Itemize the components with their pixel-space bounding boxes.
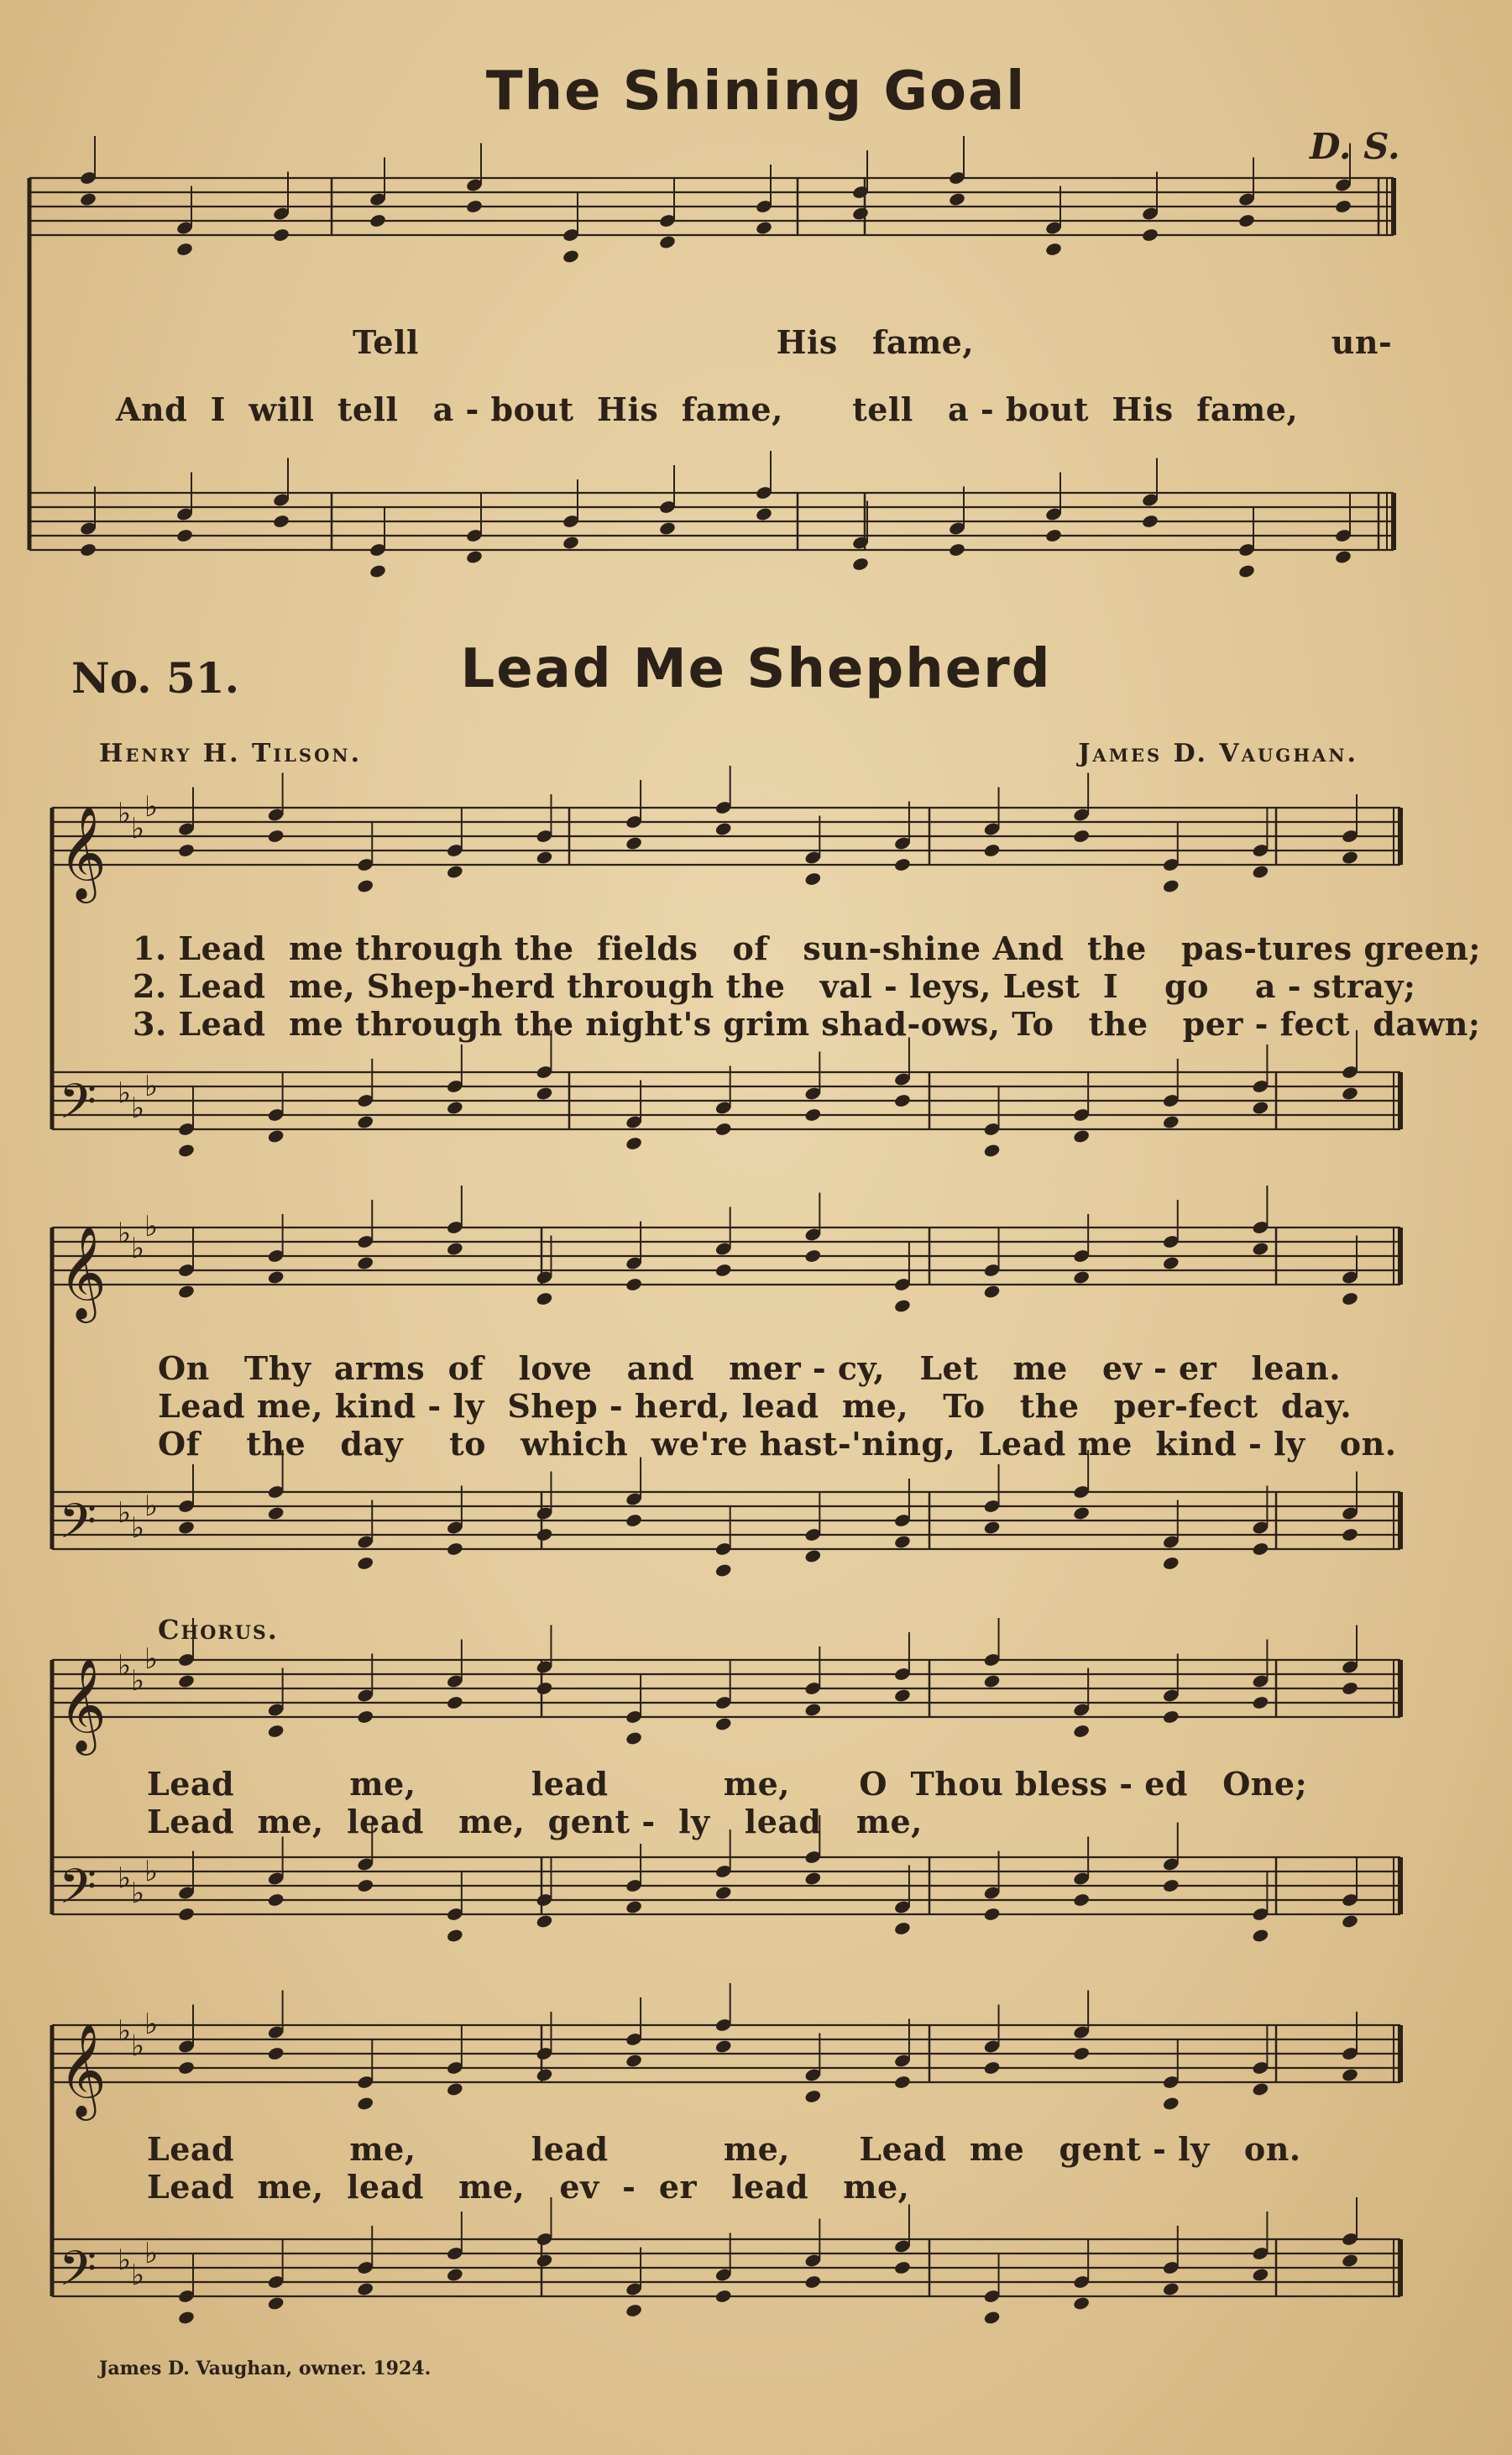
ds-marker: D. S. xyxy=(1310,126,1400,167)
chorus-line-1-upper: Lead me, lead me, O Thou bless - ed One; xyxy=(147,1765,1308,1803)
verse-2-line-2: Lead me, kind - ly Shep - herd, lead me, To the per-fect day. xyxy=(158,1387,1352,1425)
notehead xyxy=(446,1241,463,1256)
notehead xyxy=(562,535,579,550)
flat-sign: ♭ xyxy=(131,1664,145,1698)
notehead xyxy=(1072,1724,1090,1739)
notehead xyxy=(446,1928,463,1943)
notehead xyxy=(893,1534,911,1549)
notehead xyxy=(177,2060,195,2075)
bass-clef: 𝄢 xyxy=(59,1073,97,1142)
verse-1-line-1: 1. Lead me through the fields of sun-shine And the pas-tures green; xyxy=(133,929,1481,967)
hymn-title: Lead Me Shepherd xyxy=(460,638,1052,700)
flat-sign: ♭ xyxy=(118,1861,132,1895)
notehead xyxy=(1162,1255,1180,1270)
notehead xyxy=(804,1548,822,1563)
notehead xyxy=(536,850,553,865)
flat-sign: ♭ xyxy=(144,1642,159,1676)
notehead xyxy=(1141,514,1159,529)
notehead xyxy=(536,2067,553,2082)
chorus-label: Chorus. xyxy=(158,1614,279,1646)
composer-credit: James D. Vaughan. xyxy=(1078,739,1358,768)
notehead xyxy=(536,1913,553,1929)
notehead xyxy=(1252,1928,1269,1943)
notehead xyxy=(562,249,579,264)
bass-clef: 𝄢 xyxy=(59,2240,97,2309)
notehead xyxy=(658,521,676,536)
notehead xyxy=(714,1716,732,1731)
notehead xyxy=(272,514,290,529)
notehead xyxy=(1341,1527,1358,1542)
notehead xyxy=(177,1520,195,1535)
notehead xyxy=(357,2096,374,2111)
notehead xyxy=(1072,1505,1090,1521)
notehead xyxy=(1252,1241,1269,1256)
notehead xyxy=(983,843,1001,858)
notehead xyxy=(267,1128,285,1144)
flat-sign: ♭ xyxy=(144,2237,159,2270)
notehead xyxy=(536,1681,553,1696)
notehead xyxy=(893,2075,911,2090)
notehead xyxy=(267,1269,285,1285)
notehead xyxy=(1334,549,1352,564)
flat-sign: ♭ xyxy=(131,1511,145,1545)
notehead xyxy=(1044,528,1062,543)
notehead xyxy=(804,872,822,887)
notehead xyxy=(79,542,97,557)
notehead xyxy=(893,1298,911,1313)
notehead xyxy=(714,1122,732,1137)
notehead xyxy=(1162,1709,1180,1725)
notehead xyxy=(536,1291,553,1306)
notehead xyxy=(1341,1913,1358,1929)
notehead xyxy=(1072,1269,1090,1285)
treble-clef: 𝄞 xyxy=(59,805,107,899)
notehead xyxy=(625,1899,642,1914)
notehead xyxy=(714,2289,732,2304)
notehead xyxy=(1341,1291,1358,1306)
notehead xyxy=(625,835,642,851)
notehead xyxy=(465,549,483,564)
previous-hymn-lyric-line-2: And I will tell a - bout His fame, tell a - bout His fame, xyxy=(116,390,1299,428)
notehead xyxy=(983,1284,1001,1299)
notehead xyxy=(1341,2253,1358,2268)
flat-sign: ♭ xyxy=(144,1070,159,1103)
notehead xyxy=(177,843,195,858)
notehead xyxy=(1072,1128,1090,1144)
notehead xyxy=(1162,878,1180,893)
notehead xyxy=(1252,2267,1269,2282)
notehead xyxy=(714,1885,732,1900)
verse-2-line-1: 2. Lead me, Shep-herd through the val - leys, Lest I go a - stray; xyxy=(133,967,1416,1005)
flat-sign: ♭ xyxy=(131,1232,145,1265)
flat-sign: ♭ xyxy=(118,2243,132,2277)
notehead xyxy=(804,1871,822,1886)
notehead xyxy=(893,1688,911,1703)
notehead xyxy=(851,206,869,221)
previous-hymn-lyric-line-1: Tell His fame, un- xyxy=(353,323,1393,361)
notehead xyxy=(272,228,290,243)
notehead xyxy=(893,2260,911,2275)
verse-3-line-1: 3. Lead me through the night's grim shad-ows, To the per - fect dawn; xyxy=(133,1005,1481,1043)
notehead xyxy=(357,1556,374,1571)
notehead xyxy=(369,213,386,228)
notehead xyxy=(1252,1695,1269,1710)
flat-sign: ♭ xyxy=(131,2029,145,2063)
notehead xyxy=(804,1702,822,1717)
notehead xyxy=(804,2274,822,2290)
notehead xyxy=(983,1143,1001,1158)
notehead xyxy=(893,1093,911,1108)
notehead xyxy=(983,1673,1001,1688)
notehead xyxy=(536,2253,553,2268)
notehead xyxy=(1162,1556,1180,1571)
flat-sign: ♭ xyxy=(118,2014,132,2048)
flat-sign: ♭ xyxy=(144,1210,159,1243)
flat-sign: ♭ xyxy=(131,1877,145,1910)
notehead xyxy=(267,1505,285,1521)
notehead xyxy=(357,878,374,893)
chorus-line-1-lower: Lead me, lead me, gent - ly lead me, xyxy=(147,1803,923,1840)
flat-sign: ♭ xyxy=(131,2259,145,2292)
notehead xyxy=(446,1100,463,1115)
notehead xyxy=(1162,2096,1180,2111)
notehead xyxy=(1341,2067,1358,2082)
lyricist-credit: Henry H. Tilson. xyxy=(99,739,363,768)
notehead xyxy=(983,2310,1001,2325)
notehead xyxy=(625,2053,642,2068)
notehead xyxy=(1237,563,1255,578)
notehead xyxy=(1162,1114,1180,1129)
notehead xyxy=(267,1724,285,1739)
notehead xyxy=(804,1107,822,1123)
notehead xyxy=(446,864,463,879)
flat-sign: ♭ xyxy=(131,812,145,845)
notehead xyxy=(804,2089,822,2104)
notehead xyxy=(369,563,386,578)
notehead xyxy=(893,857,911,872)
notehead xyxy=(714,1563,732,1578)
notehead xyxy=(177,1143,195,1158)
notehead xyxy=(851,557,869,572)
notehead xyxy=(446,1542,463,1557)
notehead xyxy=(625,2303,642,2318)
notehead xyxy=(625,1730,642,1746)
chorus-line-2-lower: Lead me, lead me, ev - er lead me, xyxy=(147,2168,910,2206)
chorus-line-2-upper: Lead me, lead me, Lead me gent - ly on. xyxy=(147,2130,1301,2168)
notehead xyxy=(1252,2081,1269,2096)
notehead xyxy=(1072,1892,1090,1908)
notehead xyxy=(357,2281,374,2296)
notehead xyxy=(1334,199,1352,214)
notehead xyxy=(625,1513,642,1528)
notehead xyxy=(714,1263,732,1278)
notehead xyxy=(357,1709,374,1725)
notehead xyxy=(1341,1681,1358,1696)
notehead xyxy=(948,191,965,207)
notehead xyxy=(175,528,193,543)
notehead xyxy=(446,2267,463,2282)
hymn-number: No. 51. xyxy=(71,653,239,703)
flat-sign: ♭ xyxy=(118,1496,132,1530)
notehead xyxy=(1252,864,1269,879)
notehead xyxy=(357,1878,374,1893)
notehead xyxy=(804,1248,822,1264)
notehead xyxy=(357,1114,374,1129)
flat-sign: ♭ xyxy=(144,2007,159,2041)
notehead xyxy=(625,1136,642,1151)
bass-clef: 𝄢 xyxy=(59,1858,97,1927)
notehead xyxy=(1162,2281,1180,2296)
notehead xyxy=(983,2060,1001,2075)
treble-clef: 𝄞 xyxy=(59,1225,107,1319)
verse-3-line-2: Of the day to which we're hast-'ning, Lead me kind - ly on. xyxy=(158,1425,1397,1463)
notehead xyxy=(1141,228,1159,243)
flat-sign: ♭ xyxy=(131,1091,145,1125)
notehead xyxy=(755,220,772,235)
flat-sign: ♭ xyxy=(144,790,159,824)
notehead xyxy=(1072,829,1090,844)
notehead xyxy=(983,1520,1001,1535)
notehead xyxy=(1341,1086,1358,1101)
notehead xyxy=(1044,242,1062,257)
notehead xyxy=(1252,1100,1269,1115)
flat-sign: ♭ xyxy=(118,1217,132,1250)
treble-clef: 𝄞 xyxy=(59,2023,107,2117)
notehead xyxy=(177,2310,195,2325)
verse-1-line-2: On Thy arms of love and mer - cy, Let me ev - er lean. xyxy=(158,1349,1341,1387)
flat-sign: ♭ xyxy=(144,1489,159,1523)
notehead xyxy=(1072,2295,1090,2311)
notehead xyxy=(1341,850,1358,865)
notehead xyxy=(625,1277,642,1292)
previous-hymn-title: The Shining Goal xyxy=(485,60,1027,123)
notehead xyxy=(1162,1878,1180,1893)
notehead xyxy=(983,1907,1001,1922)
notehead xyxy=(267,2295,285,2311)
treble-clef: 𝄞 xyxy=(59,1657,107,1751)
notehead xyxy=(1072,2046,1090,2061)
notehead xyxy=(1252,1542,1269,1557)
notehead xyxy=(536,1086,553,1101)
notehead xyxy=(536,1527,553,1542)
notehead xyxy=(714,821,732,836)
notehead xyxy=(267,1892,285,1908)
notehead xyxy=(446,2081,463,2096)
notehead xyxy=(465,199,483,214)
bass-clef: 𝄢 xyxy=(59,1493,97,1562)
notehead xyxy=(658,234,676,249)
notehead xyxy=(267,829,285,844)
notehead xyxy=(79,191,97,207)
notehead xyxy=(357,1255,374,1270)
notehead xyxy=(267,2046,285,2061)
notehead xyxy=(755,506,772,521)
notehead xyxy=(446,1695,463,1710)
notehead xyxy=(893,1921,911,1936)
notehead xyxy=(177,1284,195,1299)
copyright-footer: James D. Vaughan, owner. 1924. xyxy=(99,2358,432,2379)
notehead xyxy=(948,542,965,557)
notehead xyxy=(177,1673,195,1688)
flat-sign: ♭ xyxy=(118,797,132,830)
flat-sign: ♭ xyxy=(118,1649,132,1683)
flat-sign: ♭ xyxy=(144,1855,159,1888)
notehead xyxy=(175,242,193,257)
notehead xyxy=(1237,213,1255,228)
flat-sign: ♭ xyxy=(118,1076,132,1110)
notehead xyxy=(714,2039,732,2054)
notehead xyxy=(177,1907,195,1922)
